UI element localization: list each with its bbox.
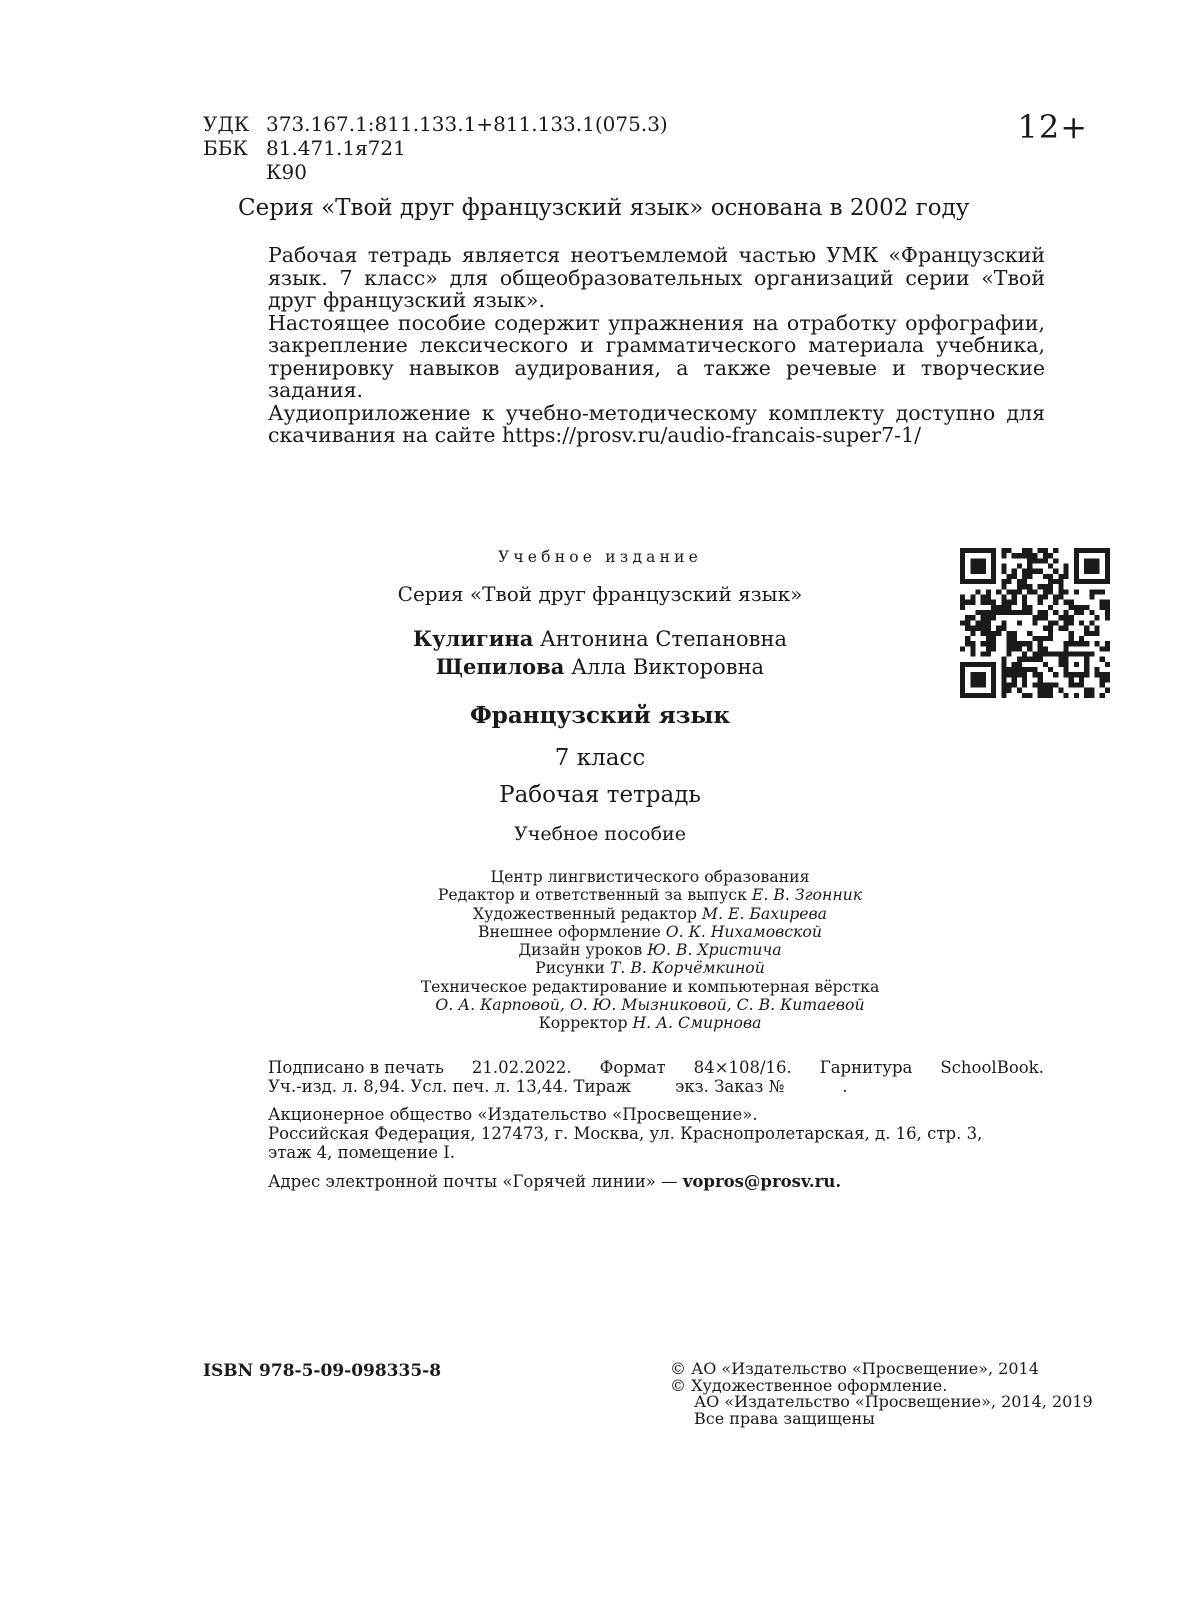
author-given-name: Антонина Степановна (540, 627, 787, 651)
author-2 (200, 654, 1000, 679)
credit-design: Внешнее оформление О. К. Нихамовской (478, 921, 822, 941)
author-given-name: Алла Викторовна (571, 655, 765, 679)
copyright-line: Все права защищены (694, 1408, 875, 1428)
edition-type: Учебное издание (497, 548, 703, 566)
credit-drawings: Рисунки Т. В. Корчёмкиной (535, 958, 765, 978)
copyright-line: © Художественное оформление. (670, 1375, 948, 1395)
copyright-block (670, 1361, 1093, 1427)
book-title: Французский язык (469, 702, 731, 729)
book-subtitle: Учебное пособие (514, 823, 686, 845)
udc-label: УДК (203, 112, 250, 136)
credits-center: Центр лингвистического образования (490, 867, 810, 886)
author-mark-row (203, 160, 668, 184)
qr-code-icon (960, 548, 1110, 698)
annotation-paragraph: Рабочая тетрадь является неотъемлемой частью УМК «Французский язык. 7 класс» для общеобразовательных организаций серии «Твой друг французский язык». (268, 243, 1045, 312)
author-surname: Щепилова (435, 654, 565, 679)
author-mark: К90 (266, 160, 307, 184)
credit-name: Т. В. Корчёмкиной (609, 958, 765, 978)
author-surname: Кулигина (412, 626, 534, 651)
annotation-paragraph: Настоящее пособие содержит упражнения на отработку орфографии, закрепление лексического и грамматического материала учебника, тренировку навыков аудирования, а также речевые и творческие задания. (268, 310, 1045, 402)
series-name: Серия «Твой друг французский язык» (397, 582, 803, 606)
credit-art-editor: Художественный редактор М. Е. Бахирева (472, 903, 828, 923)
credit-tech-role: Техническое редактирование и компьютерная вёрстка (420, 976, 880, 996)
credit-proofreader: Корректор Н. А. Смирнова (538, 1013, 762, 1033)
credit-name: М. Е. Бахирева (701, 903, 828, 923)
annotation (268, 244, 1045, 447)
printing-info (268, 1058, 1044, 1096)
publisher-name: Акционерное общество «Издательство «Просвещение». (268, 1105, 758, 1124)
credit-name: О. К. Нихамовской (665, 921, 822, 941)
hotline (268, 1172, 841, 1191)
bbk-value: 81.471.1я721 (266, 136, 406, 160)
credit-name: Н. А. Смирнова (632, 1013, 762, 1033)
bbk-row (203, 136, 668, 160)
publisher-info (268, 1105, 1044, 1162)
credits-block (300, 868, 1000, 1033)
publisher-address: Российская Федерация, 127473, г. Москва, ул. Краснопролетарская, д. 16, стр. 3, (268, 1124, 983, 1143)
credit-name: Ю. В. Христича (647, 940, 782, 960)
udc-value: 373.167.1:811.133.1+811.133.1(075.3) (266, 112, 668, 136)
hotline-label: Адрес электронной почты «Горячей линии» — (268, 1172, 678, 1191)
credit-editor: Редактор и ответственный за выпуск Е. В. Згонник (437, 885, 863, 905)
book-kind: Рабочая тетрадь (499, 782, 701, 808)
copyright-line: © АО «Издательство «Просвещение», 2014 (670, 1359, 1039, 1378)
isbn: ISBN 978-5-09-098335-8 (203, 1361, 442, 1381)
printing-line-1: Подписано в печать 21.02.2022. Формат 84×108/16. Гарнитура SchoolBook. (268, 1058, 1044, 1077)
classification-block (203, 112, 668, 184)
author-1 (200, 626, 1000, 651)
series-founded: Серия «Твой друг французский язык» основана в 2002 году (238, 195, 970, 221)
publisher-address: этаж 4, помещение I. (268, 1143, 456, 1162)
printing-line-2: Уч.-изд. л. 8,94. Усл. печ. л. 13,44. Тираж экз. Заказ № . (268, 1077, 848, 1096)
credit-tech-names: О. А. Карповой, О. Ю. Мызниковой, С. В. Китаевой (435, 995, 865, 1015)
credit-name: Е. В. Згонник (751, 885, 863, 905)
hotline-email: vopros@prosv.ru. (682, 1172, 842, 1191)
bbk-label: ББК (203, 136, 248, 160)
age-rating: 12+ (1017, 108, 1088, 146)
credit-lesson-design: Дизайн уроков Ю. В. Христича (518, 940, 782, 960)
udc-row (203, 112, 668, 136)
book-grade: 7 класс (554, 745, 646, 771)
copyright-line: АО «Издательство «Просвещение», 2014, 2019 (694, 1392, 1093, 1411)
annotation-paragraph: Аудиоприложение к учебно-методическому комплекту доступно для скачивания на сайте https://prosv.ru/audio-francais-super7-1/ (268, 400, 1045, 447)
